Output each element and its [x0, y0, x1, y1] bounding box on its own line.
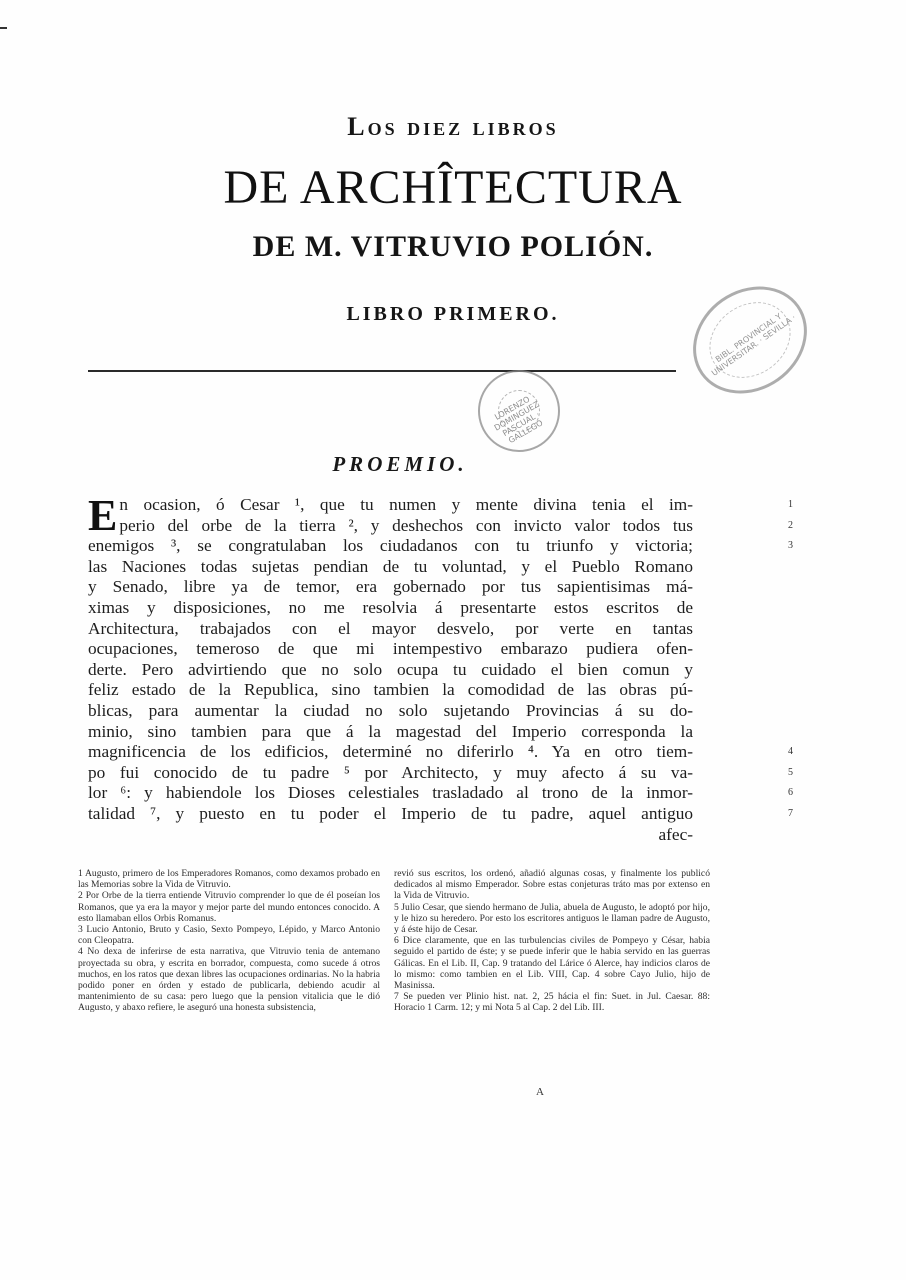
text-line: y Senado, libre ya de temor, era gobernado por tus sapientisimas má-	[88, 577, 693, 597]
text-line: lor ⁶: y habiendole los Dioses celestiales trasladado al trono de la inmor-	[88, 783, 693, 803]
text-line: magnificencia de los edificios, determiné no diferirlo ⁴. Ya en otro tiem-	[88, 742, 693, 762]
text-line: enemigos ³, se congratulaban los ciudadanos con tu triunfo y victoria;	[88, 536, 693, 556]
margin-note-number: 1	[788, 499, 793, 510]
text-line: po fui conocido de tu padre ⁵ por Architecto, y muy afecto á su va-	[88, 762, 693, 782]
library-stamp-round	[478, 370, 560, 452]
margin-note-number: 2	[788, 519, 793, 531]
catchword: afec-	[658, 824, 693, 844]
margin-note-number: 7	[788, 808, 793, 819]
section-heading: PROEMIO.	[332, 452, 468, 476]
text-line: feliz estado de la Republica, sino tambien la comodidad de las obras pú-	[88, 680, 693, 700]
title-author: DE M. VITRUVIO POLIÓN.	[252, 230, 654, 263]
stamp-text: LORENZO DOMINGUEZ PASCUAL · GALLEGO	[492, 394, 545, 446]
footnote: 4 No dexa de inferirse de esta narrativa, que Vitruvio tenia de antemano proyectada su obra, y escrita en borrador, compuesta, como sucede á otros muchos, en los ratos que dexan libres las ocupaciones ordinarias. No la habria podido poner en órden y estado de publicarla, debiendo acudir al mantenimiento de su casa: pero luego que la pension vitalicia que le dió Augusto, y abaxo refiere, le aseguró una honesta subsistencia,	[78, 946, 380, 1014]
text-line: ximas y disposiciones, no me resolvia á presentarte estos escritos de	[88, 597, 693, 617]
footnote: 2 Por Orbe de la tierra entiende Vitruvio comprender lo que de él poseían los Romanos, que ya era la mayor y mejor parte del mundo entonces conocido. A esto llamaban ellos Orbis Romanus.	[78, 890, 380, 924]
text-line: derte. Pero advirtiendo que no solo ocupa tu cuidado el bien comun y	[88, 659, 693, 679]
stamp-text: BIBL. PROVINCIAL Y UNIVERSITAR. · SEVILLA ·	[709, 311, 798, 378]
library-stamp-oval	[672, 265, 828, 416]
footnote: 1 Augusto, primero de los Emperadores Romanos, como dexamos probado en las Memorias sobre la Vida de Vitruvio.	[78, 868, 380, 891]
text-line: minio, sino tambien para que á la magestad del Imperio corresponda la	[88, 721, 693, 741]
text-line: Architectura, trabajados con el mayor desvelo, por verte en tantas	[88, 618, 693, 638]
scan-edge-mark	[0, 27, 7, 29]
text-line: blicas, para aumentar la ciudad no solo sujetando Provincias á su do-	[88, 700, 693, 720]
title-line-2: DE ARCHÎTECTURA	[223, 161, 683, 214]
footnote: 5 Julio Cesar, que siendo hermano de Julia, abuela de Augusto, le adoptó por hijo, y le hizo su heredero. Por esto los escritores antiguos le llaman padre de Augusto, y á éste hijo de Cesar.	[394, 901, 710, 936]
text-line: talidad ⁷, y puesto en tu poder el Imperio de tu padre, aquel antiguo	[88, 803, 693, 823]
footnote: 7 Se pueden ver Plinio hist. nat. 2, 25 hácia el fin: Suet. in Jul. Caesar. 88: Horacio 1 Carm. 12; y mi Nota 5 al Cap. 2 del Lib. III.	[394, 991, 710, 1014]
footnotes-right-column	[394, 868, 710, 1014]
title-line-1: Los diez libros	[347, 112, 559, 141]
margin-note-number: 4	[788, 746, 793, 758]
text-line: ocupaciones, temeroso de que mi intempestivo embarazo pudiera ofen-	[88, 639, 693, 659]
margin-note-number: 5	[788, 766, 793, 778]
book-number: LIBRO PRIMERO.	[346, 303, 560, 325]
footnote: 6 Dice claramente, que en las turbulencias civiles de Pompeyo y César, habia seguido el partido de éste; y se puede inferir que le habia servido en las guerras Gálicas. En el Lib. II, Cap. 9 tratando del Lárice ó Alerce, hay indicios claros de lo mismo: como tambien en el Lib. VIII, Cap. 4 sobre Cayo Julio, hijo de Masinissa.	[394, 935, 710, 992]
footnote-continuation: revió sus escritos, los ordenó, añadió algunas cosas, y finalmente los publicó dedicados al mismo Emperador. Sobre estas conjeturas tráto mas por extenso en la Vida de Vitruvio.	[394, 868, 710, 902]
margin-note-number: 3	[788, 540, 793, 552]
signature-mark: A	[536, 1086, 544, 1098]
line-text: n ocasion, ó Cesar ¹, que tu numen y mente divina tenia el im-	[119, 495, 693, 514]
text-line: las Naciones todas sujetas pendian de tu voluntad, y el Pueblo Romano	[88, 556, 693, 576]
body-paragraph	[88, 491, 793, 845]
margin-note-number: 6	[788, 787, 793, 799]
horizontal-rule	[88, 370, 676, 372]
text-line: perio del orbe de la tierra ², y deshechos con invicto valor todos tus	[119, 515, 693, 535]
footnotes-left-column	[78, 868, 380, 1014]
footnote: 3 Lucio Antonio, Bruto y Casio, Sexto Pompeyo, Lépido, y Marco Antonio con Cleopatra.	[78, 924, 380, 947]
drop-cap: E	[88, 491, 118, 540]
